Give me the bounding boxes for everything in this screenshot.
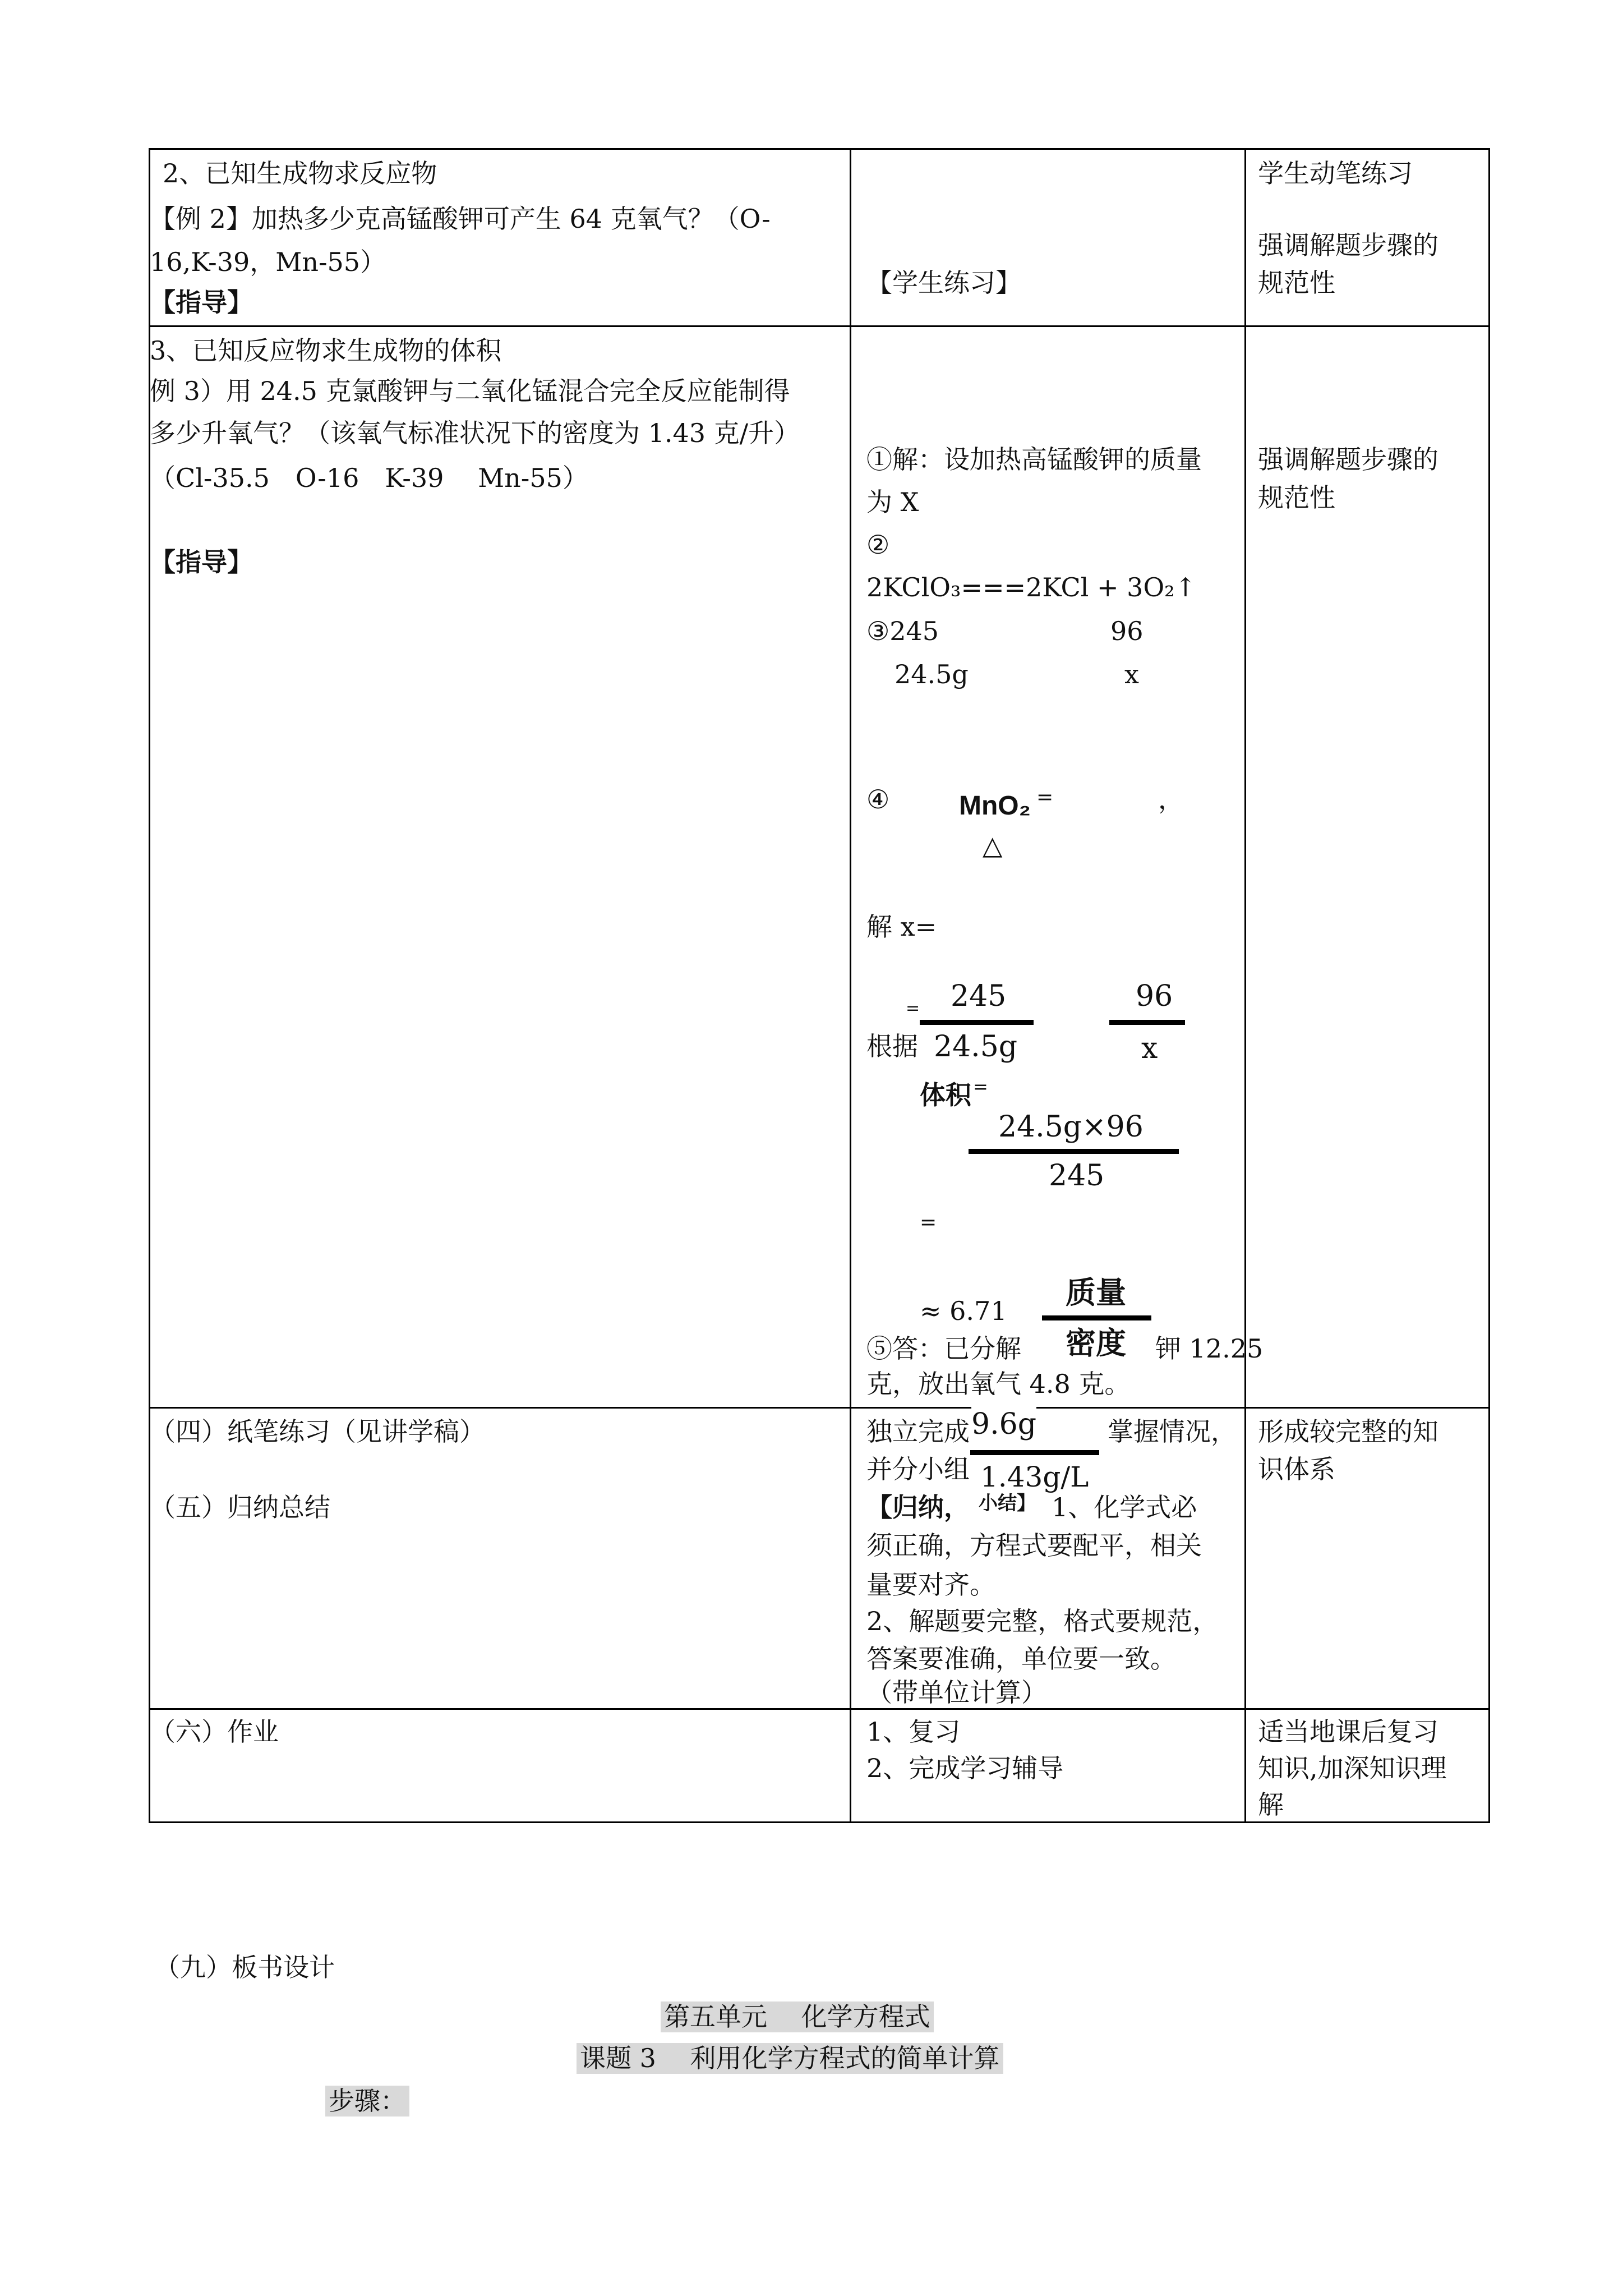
equals-line: = [920, 1211, 937, 1234]
homework-item: （六）作业 [150, 1717, 279, 1747]
catalyst-label: MnO₂ [959, 791, 1031, 821]
table-row-divider-2 [149, 1407, 1490, 1409]
answer-part1: ⑤答：已分解 [866, 1333, 1021, 1364]
solve-x: 解 x= [866, 912, 937, 942]
practice-line1-end: 掌握情况， [1108, 1416, 1237, 1447]
x-frac-denominator: 245 [1049, 1159, 1105, 1193]
summary-line4: 须正确，方程式要配平，相关 [866, 1530, 1202, 1561]
solution-step3-unknown: x [1124, 659, 1139, 689]
volume-label: 体积 [920, 1080, 971, 1110]
volume-equals: = [973, 1076, 988, 1097]
solution-step3-o2: 96 [1110, 616, 1144, 646]
ratio-frac1-numerator: 245 [951, 979, 1007, 1013]
table-col-divider-1 [850, 148, 851, 1823]
student-practice-label: 【学生练习】 [866, 268, 1021, 298]
volume-frac-bar [970, 1450, 1099, 1455]
x-frac-bar [969, 1149, 1179, 1154]
example3-question-line1: 例 3）用 24.5 克氯酸钾与二氧化锰混合完全反应能制得 [150, 376, 790, 406]
knowledge-system-note-2: 识体系 [1258, 1454, 1335, 1484]
chemical-equation: 2KClO₃===2KCl + 3O₂↑ [866, 572, 1197, 602]
table-row-divider-3 [149, 1708, 1490, 1710]
volume-frac-numerator: 9.6g [971, 1407, 1036, 1441]
x-frac-numerator: 24.5g×96 [998, 1110, 1144, 1144]
example3-question-line2: 多少升氧气？（该氧气标准状况下的密度为 1.43 克/升） [150, 418, 800, 448]
answer-part2: 钾 12.25 [1155, 1333, 1264, 1364]
steps-emphasis-note-1b: 规范性 [1258, 268, 1335, 298]
step4-comma: ， [1158, 784, 1184, 815]
student-writing-note: 学生动笔练习 [1258, 158, 1413, 188]
steps-emphasis-note-2a: 强调解题步骤的 [1258, 444, 1438, 475]
table-right-border [1488, 148, 1490, 1823]
ratio-small-equals: = [906, 999, 920, 1018]
review-note-1: 适当地课后复习 [1258, 1717, 1438, 1747]
review-note-2: 知识,加深知识理 [1258, 1753, 1447, 1783]
knowledge-system-note-1: 形成较完整的知 [1258, 1416, 1438, 1447]
table-top-border [149, 148, 1490, 150]
board-steps-label: 步骤： [325, 2086, 409, 2116]
example2-question: 【例 2】加热多少克高锰酸钾可产生 64 克氧气？（O- [150, 204, 771, 234]
summary-label-2: 小结】 [979, 1492, 1036, 1515]
solution-step1-line1: ①解：设加热高锰酸钾的质量 [866, 444, 1202, 475]
ratio-frac2-numerator: 96 [1136, 979, 1173, 1013]
summary-line6: 2、解题要完整，格式要规范， [866, 1606, 1219, 1636]
solution-step3-given: 24.5g [895, 659, 969, 689]
example2-heading: 2、已知生成物求反应物 [163, 158, 437, 188]
heat-triangle-icon: △ [983, 830, 1003, 861]
example2-masses: 16,K-39，Mn-55） [150, 247, 386, 277]
density-frac-denominator: 密度 [1066, 1325, 1126, 1361]
board-topic-title: 课题 3 利用化学方程式的简单计算 [577, 2043, 1003, 2074]
example3-guide: 【指导】 [150, 547, 253, 577]
approx-value: ≈ 6.71 [920, 1296, 1007, 1326]
review-note-3: 解 [1258, 1789, 1284, 1820]
homework-guide: 2、完成学习辅导 [866, 1753, 1064, 1783]
solution-step2: ② [866, 530, 890, 560]
summary-line7: 答案要准确，单位要一致。 [866, 1644, 1176, 1674]
summary-point1: 1、化学式必 [1052, 1492, 1197, 1522]
summary-item: （五）归纳总结 [150, 1492, 330, 1522]
ratio-frac1-denominator: 24.5g [934, 1030, 1018, 1064]
homework-review: 1、复习 [866, 1717, 961, 1747]
example2-guide: 【指导】 [150, 287, 253, 318]
ratio-frac2-denominator: x [1141, 1032, 1158, 1065]
summary-label-1: 【归纳， [866, 1492, 970, 1522]
paper-practice-item: （四）纸笔练习（见讲学稿） [150, 1416, 485, 1447]
table-col-divider-2 [1244, 148, 1246, 1823]
answer-line2: 克，放出氧气 4.8 克。 [866, 1369, 1131, 1399]
table-bottom-border [149, 1821, 1490, 1823]
board-unit-title: 第五单元 化学方程式 [661, 2001, 934, 2032]
summary-line5: 量要对齐。 [866, 1570, 995, 1600]
board-design-heading: （九）板书设计 [154, 1952, 335, 1982]
volume-frac-denominator: 1.43g/L [980, 1461, 1089, 1493]
solution-step4: ④ [866, 784, 890, 815]
example3-masses: （Cl-35.5 O-16 K-39 Mn-55） [150, 463, 588, 493]
solution-step3-mass: ③245 [866, 616, 939, 646]
table-row-divider-1 [149, 325, 1490, 327]
steps-emphasis-note-2b: 规范性 [1258, 482, 1335, 513]
steps-emphasis-note-1a: 强调解题步骤的 [1258, 230, 1438, 260]
density-frac-numerator: 质量 [1066, 1274, 1126, 1310]
practice-line2: 并分小组 [866, 1454, 970, 1484]
ratio-genju: 根据 [866, 1031, 918, 1061]
summary-line8: （带单位计算） [866, 1677, 1047, 1708]
solution-step1-line2: 为 X [866, 487, 919, 517]
practice-line1-start: 独立完成 [866, 1416, 970, 1447]
catalyst-equals: = [1036, 786, 1054, 809]
density-frac-bar [1042, 1315, 1151, 1320]
example3-heading: 3、已知反应物求生成物的体积 [150, 335, 502, 366]
ratio-frac2-bar [1109, 1020, 1185, 1025]
ratio-frac1-bar [920, 1020, 1034, 1025]
